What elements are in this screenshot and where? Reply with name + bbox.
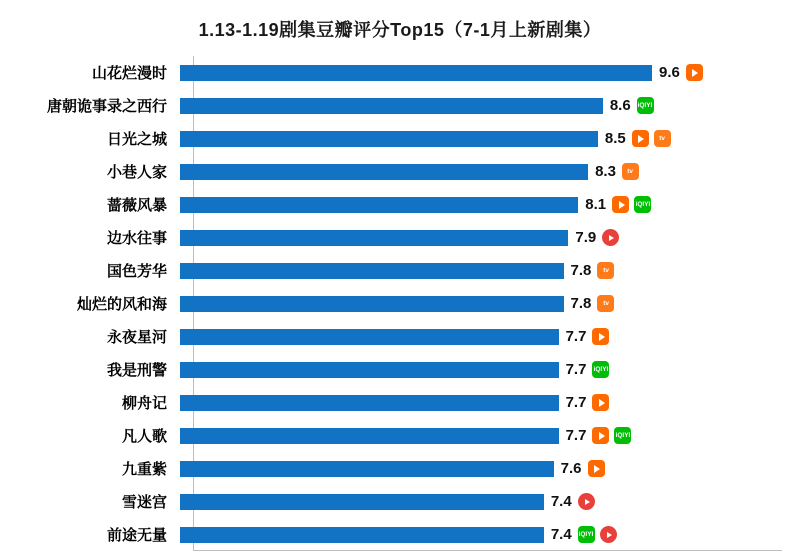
iqiyi-icon xyxy=(637,97,654,114)
bar-row xyxy=(0,485,800,518)
bar-row xyxy=(0,320,800,353)
platform-icons xyxy=(592,394,609,411)
category-label: 我是刑警 xyxy=(106,362,167,379)
bar-value-label: 8.6 xyxy=(609,97,631,114)
platform-icons xyxy=(637,97,654,114)
bar-row xyxy=(0,221,800,254)
bar xyxy=(180,65,652,81)
bar-value-label: 7.7 xyxy=(565,427,587,444)
platform-icons xyxy=(592,328,609,345)
bar-value-label: 7.8 xyxy=(570,262,592,279)
mango-icon xyxy=(592,328,609,345)
category-label: 凡人歌 xyxy=(121,428,167,445)
tencent-icon xyxy=(597,295,614,312)
bar-zone xyxy=(180,221,800,254)
bar-zone xyxy=(180,254,800,287)
platform-icons xyxy=(622,163,639,180)
bar-value-label: 7.8 xyxy=(570,295,592,312)
bar-zone xyxy=(180,122,800,155)
bar-row xyxy=(0,254,800,287)
platform-icons xyxy=(578,493,595,510)
iqiyi-icon xyxy=(578,526,595,543)
category-label: 国色芳华 xyxy=(106,263,167,280)
bar-row xyxy=(0,518,800,551)
category-label: 山花烂漫时 xyxy=(91,65,167,82)
bar xyxy=(180,329,559,345)
category-label: 柳舟记 xyxy=(121,395,167,412)
bar-row xyxy=(0,122,800,155)
bar-row xyxy=(0,155,800,188)
bar-zone xyxy=(180,452,800,485)
platform-icons xyxy=(597,295,614,312)
bar-value-label: 8.5 xyxy=(604,130,626,147)
platform-icons xyxy=(588,460,605,477)
bar-zone xyxy=(180,353,800,386)
mango-icon xyxy=(588,460,605,477)
iqiyi-icon-label: iQIYI xyxy=(593,366,609,373)
platform-icons xyxy=(632,130,671,147)
tencent-icon-label: tv xyxy=(659,135,666,142)
tencent-icon-label: tv xyxy=(602,300,609,307)
mango-icon xyxy=(632,130,649,147)
tencent-icon xyxy=(654,130,671,147)
bar-value-label: 8.1 xyxy=(585,196,607,213)
bar xyxy=(180,98,603,114)
bar-zone xyxy=(180,419,800,452)
bar xyxy=(180,428,559,444)
bar xyxy=(180,527,544,543)
bar-zone xyxy=(180,188,800,221)
bar-value-label: 7.4 xyxy=(550,526,572,543)
bar xyxy=(180,461,554,477)
category-label: 永夜星河 xyxy=(106,329,167,346)
iqiyi-icon-label: iQIYI xyxy=(637,102,653,109)
bar xyxy=(180,164,588,180)
bar-value-label: 7.7 xyxy=(565,394,587,411)
category-label: 边水往事 xyxy=(106,230,167,247)
category-label: 日光之城 xyxy=(106,131,167,148)
bar-value-label: 7.6 xyxy=(560,460,582,477)
bar-value-label: 7.9 xyxy=(575,229,597,246)
bar xyxy=(180,494,544,510)
tencent-icon-label: tv xyxy=(602,267,609,274)
tencent-icon xyxy=(622,163,639,180)
iqiyi-icon-label: iQIYI xyxy=(635,201,650,208)
platform-icons xyxy=(578,526,617,543)
bar-row xyxy=(0,386,800,419)
sohu-icon xyxy=(578,493,595,510)
bar-value-label: 7.4 xyxy=(550,493,572,510)
bar xyxy=(180,197,578,213)
plot-area xyxy=(0,56,800,551)
bar-zone xyxy=(180,287,800,320)
category-label: 唐朝诡事录之西行 xyxy=(46,98,167,115)
iqiyi-icon xyxy=(614,427,631,444)
category-label: 灿烂的风和海 xyxy=(76,296,167,313)
bar-row xyxy=(0,89,800,122)
bar-zone xyxy=(180,320,800,353)
mango-icon xyxy=(592,427,609,444)
category-label: 前途无量 xyxy=(106,527,167,544)
bar-zone xyxy=(180,155,800,188)
category-label: 蔷薇风暴 xyxy=(106,197,167,214)
bar-row xyxy=(0,287,800,320)
bar-value-label: 8.3 xyxy=(595,163,616,180)
bar-zone xyxy=(180,485,800,518)
bar-row xyxy=(0,452,800,485)
bar-row xyxy=(0,56,800,89)
bar xyxy=(180,395,559,411)
x-axis-line xyxy=(193,550,782,551)
bar-zone xyxy=(180,386,800,419)
iqiyi-icon-label: iQIYI xyxy=(578,531,594,538)
chart-title: 1.13-1.19剧集豆瓣评分Top15（7-1月上新剧集） xyxy=(198,20,602,40)
mango-icon xyxy=(686,64,703,81)
category-label: 九重紫 xyxy=(121,461,167,478)
bar-rows xyxy=(0,56,800,551)
bar-zone xyxy=(180,89,800,122)
sohu-icon xyxy=(600,526,617,543)
bar xyxy=(180,230,568,246)
category-label: 雪迷宫 xyxy=(121,494,167,511)
tencent-icon-label: tv xyxy=(627,168,634,175)
bar-row xyxy=(0,419,800,452)
platform-icons xyxy=(602,229,619,246)
platform-icons xyxy=(592,361,609,378)
platform-icons xyxy=(592,427,631,444)
bar xyxy=(180,362,559,378)
bar-zone xyxy=(180,56,800,89)
mango-icon xyxy=(612,196,629,213)
bar-value-label: 7.7 xyxy=(565,328,587,345)
bar-value-label: 9.6 xyxy=(659,64,680,81)
mango-icon xyxy=(592,394,609,411)
iqiyi-icon xyxy=(634,196,651,213)
bar xyxy=(180,131,598,147)
bar-row xyxy=(0,353,800,386)
tencent-icon xyxy=(597,262,614,279)
bar-zone xyxy=(180,518,800,551)
bar xyxy=(180,263,564,279)
platform-icons xyxy=(612,196,651,213)
category-label: 小巷人家 xyxy=(106,164,167,181)
platform-icons xyxy=(597,262,614,279)
bar-row xyxy=(0,188,800,221)
iqiyi-icon-label: iQIYI xyxy=(615,432,631,439)
bar xyxy=(180,296,564,312)
iqiyi-icon xyxy=(592,361,609,378)
platform-icons xyxy=(686,64,703,81)
sohu-icon xyxy=(602,229,619,246)
bar-value-label: 7.7 xyxy=(565,361,587,378)
